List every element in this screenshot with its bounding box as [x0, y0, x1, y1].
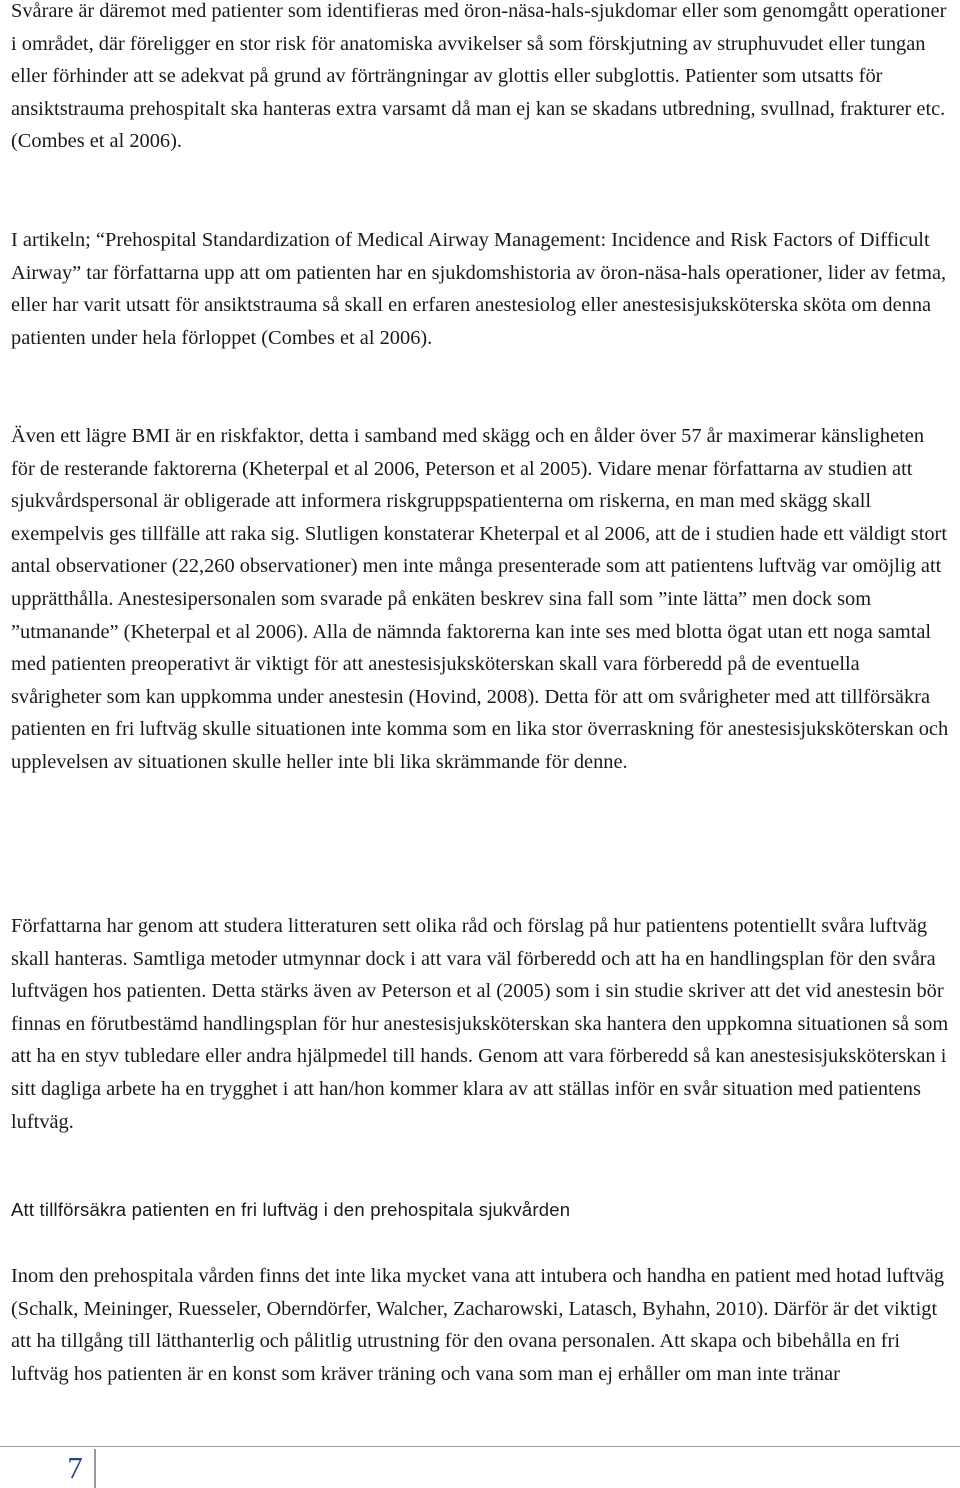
- section-heading: Att tillförsäkra patienten en fri luftväg i den prehospitala sjukvården: [11, 1199, 571, 1220]
- paragraph-bmi-risk-factor: Även ett lägre BMI är en riskfaktor, detta i samband med skägg och en ålder över 57 år maximerar känsligheten för de resterande faktorerna (Kheterpal et al 2006, Peterson et al 2005). Vidare menar författarna av studien att sjukvårdspersonal är obligerade att informera riskgruppspatienterna om riskerna, en man med skägg skall exempelvis ges tillfälle att raka sig. Slutligen konstaterar Kheterpal et al 2006, att de i studien hade ett väldigt stort antal observationer (22,260 observationer) men inte många presenterade som att patientens luftväg var omöjlig att upprätthålla. Anestesipersonalen som svarade på enkäten beskrev sina fall som ”inte lätta” men dock som ”utmanande” (Kheterpal et al 2006). Alla de nämnda faktorerna kan inte ses med blotta ögat utan ett noga samtal med patienten preoperativt är viktigt för att anestesisjuksköterskan skall vara förberedd på de eventuella svårigheter som kan uppkomma under anestesin (Hovind, 2008). Detta för att om svårigheter med att tillförsäkra patienten en fri luftväg skulle situationen inte komma som en lika stor överraskning för anestesisjuksköterskan och upplevelsen av situationen skulle heller inte bli lika skrämmande för denne.: [11, 425, 949, 773]
- paragraph-prehospital-care: Inom den prehospitala vården finns det inte lika mycket vana att intubera och handha en patient med hotad luftväg (Schalk, Meininger, Ruesseler, Oberndörfer, Walcher, Zacharowski, Latasch, Byhahn, 2010). Därför är det viktigt att ha tillgång till lätthanterlig och pålitlig utrustning för den ovana personalen. Att skapa och bibehålla en fri luftväg hos patienten är en konst som kräver träning och vana som man ej erhåller om man inte tränar: [11, 1265, 945, 1385]
- paragraph-article-standardization: I artikeln; “Prehospital Standardization of Medical Airway Management: Incidence and Risk Factors of Difficult Airway” tar författarna upp att om patienten har en sjukdomshistoria av öron-näsa-hals operationer, lider av fetma, eller har varit utsatt för ansiktstrauma så skall en erfaren anestesiolog eller anestesisjuksköterska sköta om denna patienten under hela förloppet (Combes et al 2006).: [11, 229, 947, 349]
- footer-divider: [0, 1446, 960, 1447]
- page-number: 7: [62, 1449, 96, 1488]
- paragraph-airway-risk-ent: Svårare är däremot med patienter som identifieras med öron-näsa-hals-sjukdomar eller som genomgått operationer i området, där föreligger en stor risk för anatomiska avvikelser så som förskjutning av struphuvudet eller tungan eller förhinder att se adekvat på grund av förträngningar av glottis eller subglottis. Patienter som utsatts för ansiktstrauma prehospitalt ska hanteras extra varsamt då man ej kan se skadans utbredning, svullnad, frakturer etc. (Combes et al 2006).: [11, 0, 947, 153]
- paragraph-handling-plan: Författarna har genom att studera litteraturen sett olika råd och förslag på hur patientens potentiellt svåra luftväg skall hanteras. Samtliga metoder utmynnar dock i att vara väl förberedd och att ha en handlingsplan för den svåra luftvägen hos patienten. Detta stärks även av Peterson et al (2005) som i sin studie skriver att det vid anestesin bör finnas en förutbestämd handlingsplan för hur anestesisjuksköterskan ska hantera den uppkomna situationen så som att ha en styv tubledare eller andra hjälpmedel till hands. Genom att vara förberedd så kan anestesisjuksköterskan i sitt dagliga arbete ha en trygghet i att han/hon kommer klara av att ställas inför en svår situation med patientens luftväg.: [11, 915, 949, 1133]
